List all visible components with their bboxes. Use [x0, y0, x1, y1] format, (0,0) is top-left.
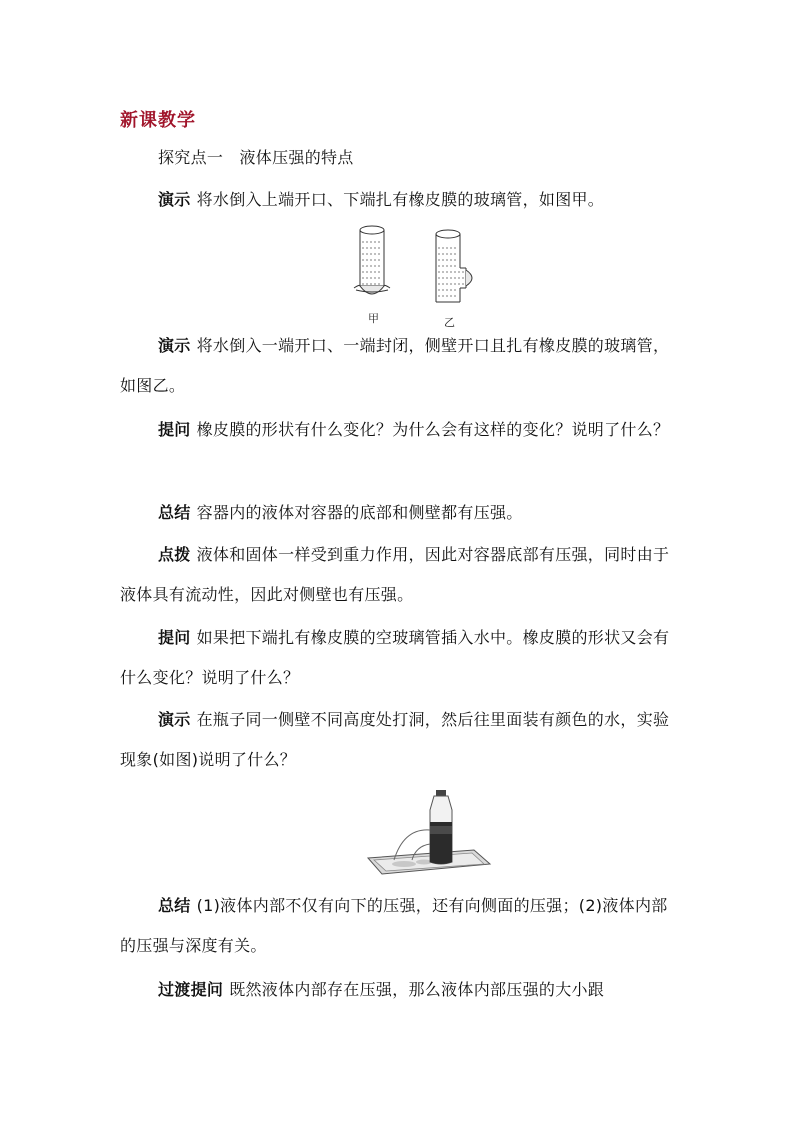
paragraph-label: 演示: [158, 190, 191, 209]
paragraph-9: [120, 970, 680, 1010]
paragraph-7: [120, 700, 680, 780]
paragraph-text: 如果把下端扎有橡皮膜的空玻璃管插入水中。橡皮膜的形状又会有什么变化？说明了什么？: [120, 628, 670, 687]
paragraph-1: [120, 180, 680, 220]
paragraph-label: 点拨: [158, 545, 191, 564]
paragraph-text: 将水倒入一端开口、一端封闭，侧壁开口且扎有橡皮膜的玻璃管，如图乙。: [120, 336, 670, 395]
paragraph-label: 提问: [158, 420, 191, 439]
section-title: 新课教学: [120, 110, 196, 131]
caption-jia: 甲: [368, 312, 379, 325]
paragraph-label: 过渡提问: [158, 980, 224, 999]
paragraph-4: [120, 493, 680, 533]
paragraph-text: 既然液体内部存在压强，那么液体内部压强的大小跟: [229, 980, 605, 999]
paragraph-label: 总结: [158, 503, 191, 522]
bottle-photo: [364, 788, 494, 880]
paragraph-text: 将水倒入上端开口、下端扎有橡皮膜的玻璃管，如图甲。: [196, 190, 605, 209]
paragraph-2: [120, 326, 680, 406]
paragraph-3: [120, 410, 680, 450]
paragraph-5: [120, 535, 680, 615]
paragraph-text: 橡皮膜的形状有什么变化？为什么会有这样的变化？说明了什么？: [196, 420, 670, 439]
bottle: [430, 790, 452, 864]
paragraph-text: 容器内的液体对容器的底部和侧壁都有压强。: [196, 503, 523, 522]
paragraph-text: 液体和固体一样受到重力作用，因此对容器底部有压强，同时由于液体具有流动性，因此对侧壁也有压强。: [120, 545, 670, 604]
subsection-title: 探究点一 液体压强的特点: [158, 148, 354, 167]
paragraph-6: [120, 618, 680, 698]
paragraph-label: 总结: [158, 896, 191, 915]
paragraph-label: 演示: [158, 336, 191, 355]
paragraph-text: 在瓶子同一侧壁不同高度处打洞，然后往里面装有颜色的水，实验现象(如图)说明了什么？: [120, 710, 670, 769]
paragraph-label: 提问: [158, 628, 191, 647]
caption-yi: 乙: [444, 316, 455, 329]
tube-jia: [354, 226, 390, 294]
tube-yi: [436, 230, 472, 302]
paragraph-8: [120, 886, 680, 966]
paragraph-text: (1)液体内部不仅有向下的压强，还有向侧面的压强；(2)液体内部的压强与深度有关。: [120, 896, 668, 955]
paragraph-label: 演示: [158, 710, 191, 729]
tubes-figure: [350, 222, 490, 332]
